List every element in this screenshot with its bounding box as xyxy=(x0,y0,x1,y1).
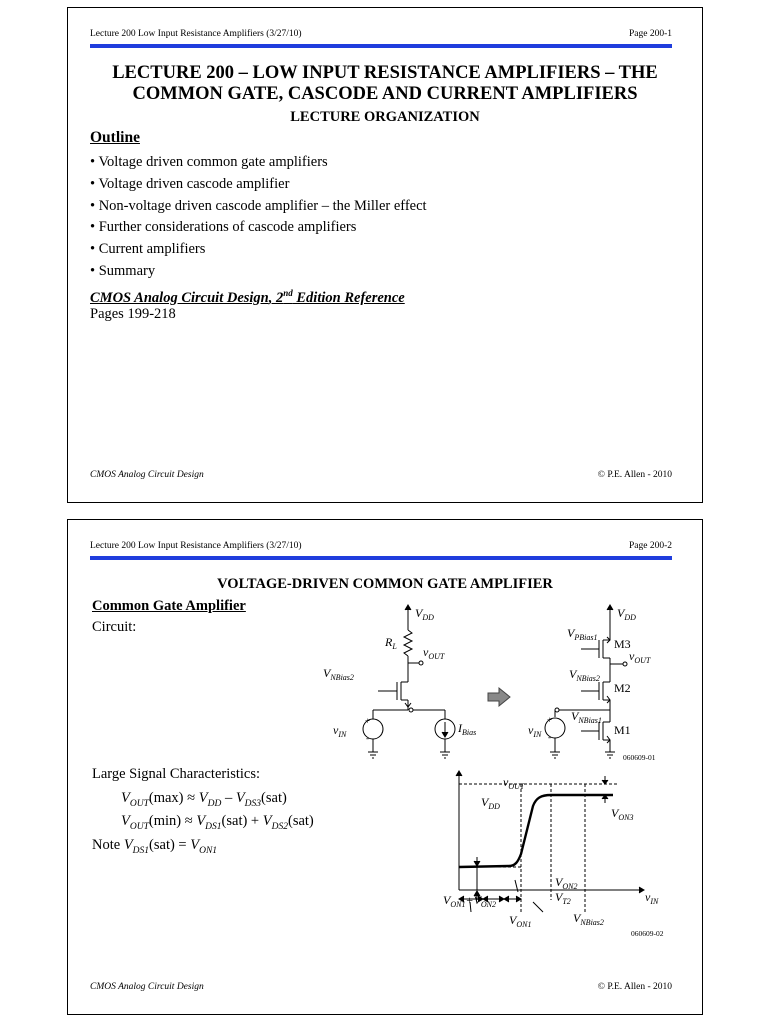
footer-course: CMOS Analog Circuit Design xyxy=(90,470,204,480)
section-heading: Common Gate Amplifier xyxy=(92,598,246,614)
svg-text:VT2: $V_{T2}$ xyxy=(555,890,571,906)
textbook-reference xyxy=(90,284,405,307)
reference-edition: Edition Reference xyxy=(292,289,405,306)
svg-text:VPBias1: $V_{PBias1}$ xyxy=(567,626,598,642)
outline-item: • Non-voltage driven cascode amplifier – the Miller effect xyxy=(90,197,427,214)
svg-text:M1: M1 xyxy=(614,723,631,737)
reference-pages: Pages 199-218 xyxy=(90,306,176,322)
svg-text:+: + xyxy=(365,716,371,726)
svg-text:060609-02: 060609-02 xyxy=(631,929,664,938)
svg-text:-: - xyxy=(366,733,369,743)
outline-item: • Voltage driven cascode amplifier xyxy=(90,175,290,192)
svg-text:VDD: $V_{DD}$ xyxy=(617,606,636,622)
lecture-subtitle: LECTURE ORGANIZATION xyxy=(290,109,480,125)
outline-item: • Summary xyxy=(90,262,156,279)
svg-text:VON1+VON2: $V_{ON1}+V_{ON2}$ xyxy=(443,893,497,909)
svg-text:vOUT: $v_{OUT}$ xyxy=(423,645,445,661)
svg-text:VNBias2: $V_{NBias2}$ xyxy=(323,666,354,682)
header-divider xyxy=(90,556,672,560)
svg-text:vOUT: $v_{OUT}$ xyxy=(629,649,651,665)
lecture-title-line-2: COMMON GATE, CASCODE AND CURRENT AMPLIFIERS xyxy=(132,84,638,104)
svg-text:M2: M2 xyxy=(614,681,631,695)
svg-text:VDD: $V_{DD}$ xyxy=(415,606,434,622)
svg-text:RL: $R_L$ xyxy=(385,635,397,651)
lecture-title xyxy=(78,63,692,105)
footer-course: CMOS Analog Circuit Design xyxy=(90,982,204,992)
circuit-label: Circuit: xyxy=(92,619,137,635)
equation-note: Note $V_{DS1}(sat) = V_{ON1}$ xyxy=(92,837,218,856)
svg-text:vIN: $v_{IN}$ xyxy=(645,890,659,906)
svg-text:+: + xyxy=(547,715,553,725)
svg-text:VNBias2: $V_{NBias2}$ xyxy=(573,911,604,927)
svg-text:VON3: $V_{ON3}$ xyxy=(611,806,634,822)
slide-header-title: Lecture 200 Low Input Resistance Amplifiers (3/27/10) xyxy=(90,541,302,551)
svg-text:VON2: $V_{ON2}$ xyxy=(555,875,578,891)
reference-separator: , 2 xyxy=(268,289,284,306)
svg-text:vIN: $v_{IN}$ xyxy=(333,723,347,739)
outline-item: • Voltage driven common gate amplifiers xyxy=(90,154,328,170)
footer-copyright: © P.E. Allen - 2010 xyxy=(597,982,672,992)
svg-text:vIN: $v_{IN}$ xyxy=(528,723,542,739)
svg-text:vOUT: $v_{OUT}$ xyxy=(503,775,525,791)
slide-page-200-2 xyxy=(67,519,703,1015)
slide-header-title: Lecture 200 Low Input Resistance Amplifiers (3/27/10) xyxy=(90,29,302,39)
outline-heading: Outline xyxy=(90,129,140,146)
footer-copyright: © P.E. Allen - 2010 xyxy=(597,470,672,480)
svg-text:VNBias2: $V_{NBias2}$ xyxy=(569,667,600,683)
outline-list xyxy=(90,152,427,283)
header-divider xyxy=(90,44,672,48)
common-gate-circuit-diagram xyxy=(323,600,668,770)
svg-text:VNBias1: $V_{NBias1}$ xyxy=(571,709,602,725)
large-signal-label: Large Signal Characteristics: xyxy=(92,766,261,782)
equation-vout-max: $V_{OUT}(\max) \approx V_{DD} - V_{DS3}(sat)$ xyxy=(121,790,287,809)
lecture-title-line-1: LECTURE 200 – LOW INPUT RESISTANCE AMPLIFIERS – THE xyxy=(112,63,658,83)
vout-vs-vin-transfer-graph xyxy=(373,762,688,940)
slide-page-number: Page 200-1 xyxy=(628,29,672,39)
slide-page-number: Page 200-2 xyxy=(628,541,672,551)
svg-text:VDD: $V_{DD}$ xyxy=(481,795,500,811)
svg-text:VON1: $V_{ON1}$ xyxy=(509,913,532,929)
slide-title: VOLTAGE-DRIVEN COMMON GATE AMPLIFIER xyxy=(217,576,553,592)
reference-book-title: CMOS Analog Circuit Design xyxy=(90,289,269,306)
svg-text:-: - xyxy=(548,732,551,742)
slide-page-200-1 xyxy=(67,7,703,503)
outline-item: • Further considerations of cascode amplifiers xyxy=(90,219,357,236)
outline-item: • Current amplifiers xyxy=(90,241,206,258)
svg-text:IBias: $I_{Bias}$ xyxy=(458,721,477,737)
svg-text:060609-01: 060609-01 xyxy=(623,753,656,762)
reference-superscript: nd xyxy=(283,288,293,298)
svg-text:M3: M3 xyxy=(614,637,631,651)
equation-vout-min: $V_{OUT}(\min) \approx V_{DS1}(sat) + V_{DS2}(sat)$ xyxy=(121,813,314,832)
